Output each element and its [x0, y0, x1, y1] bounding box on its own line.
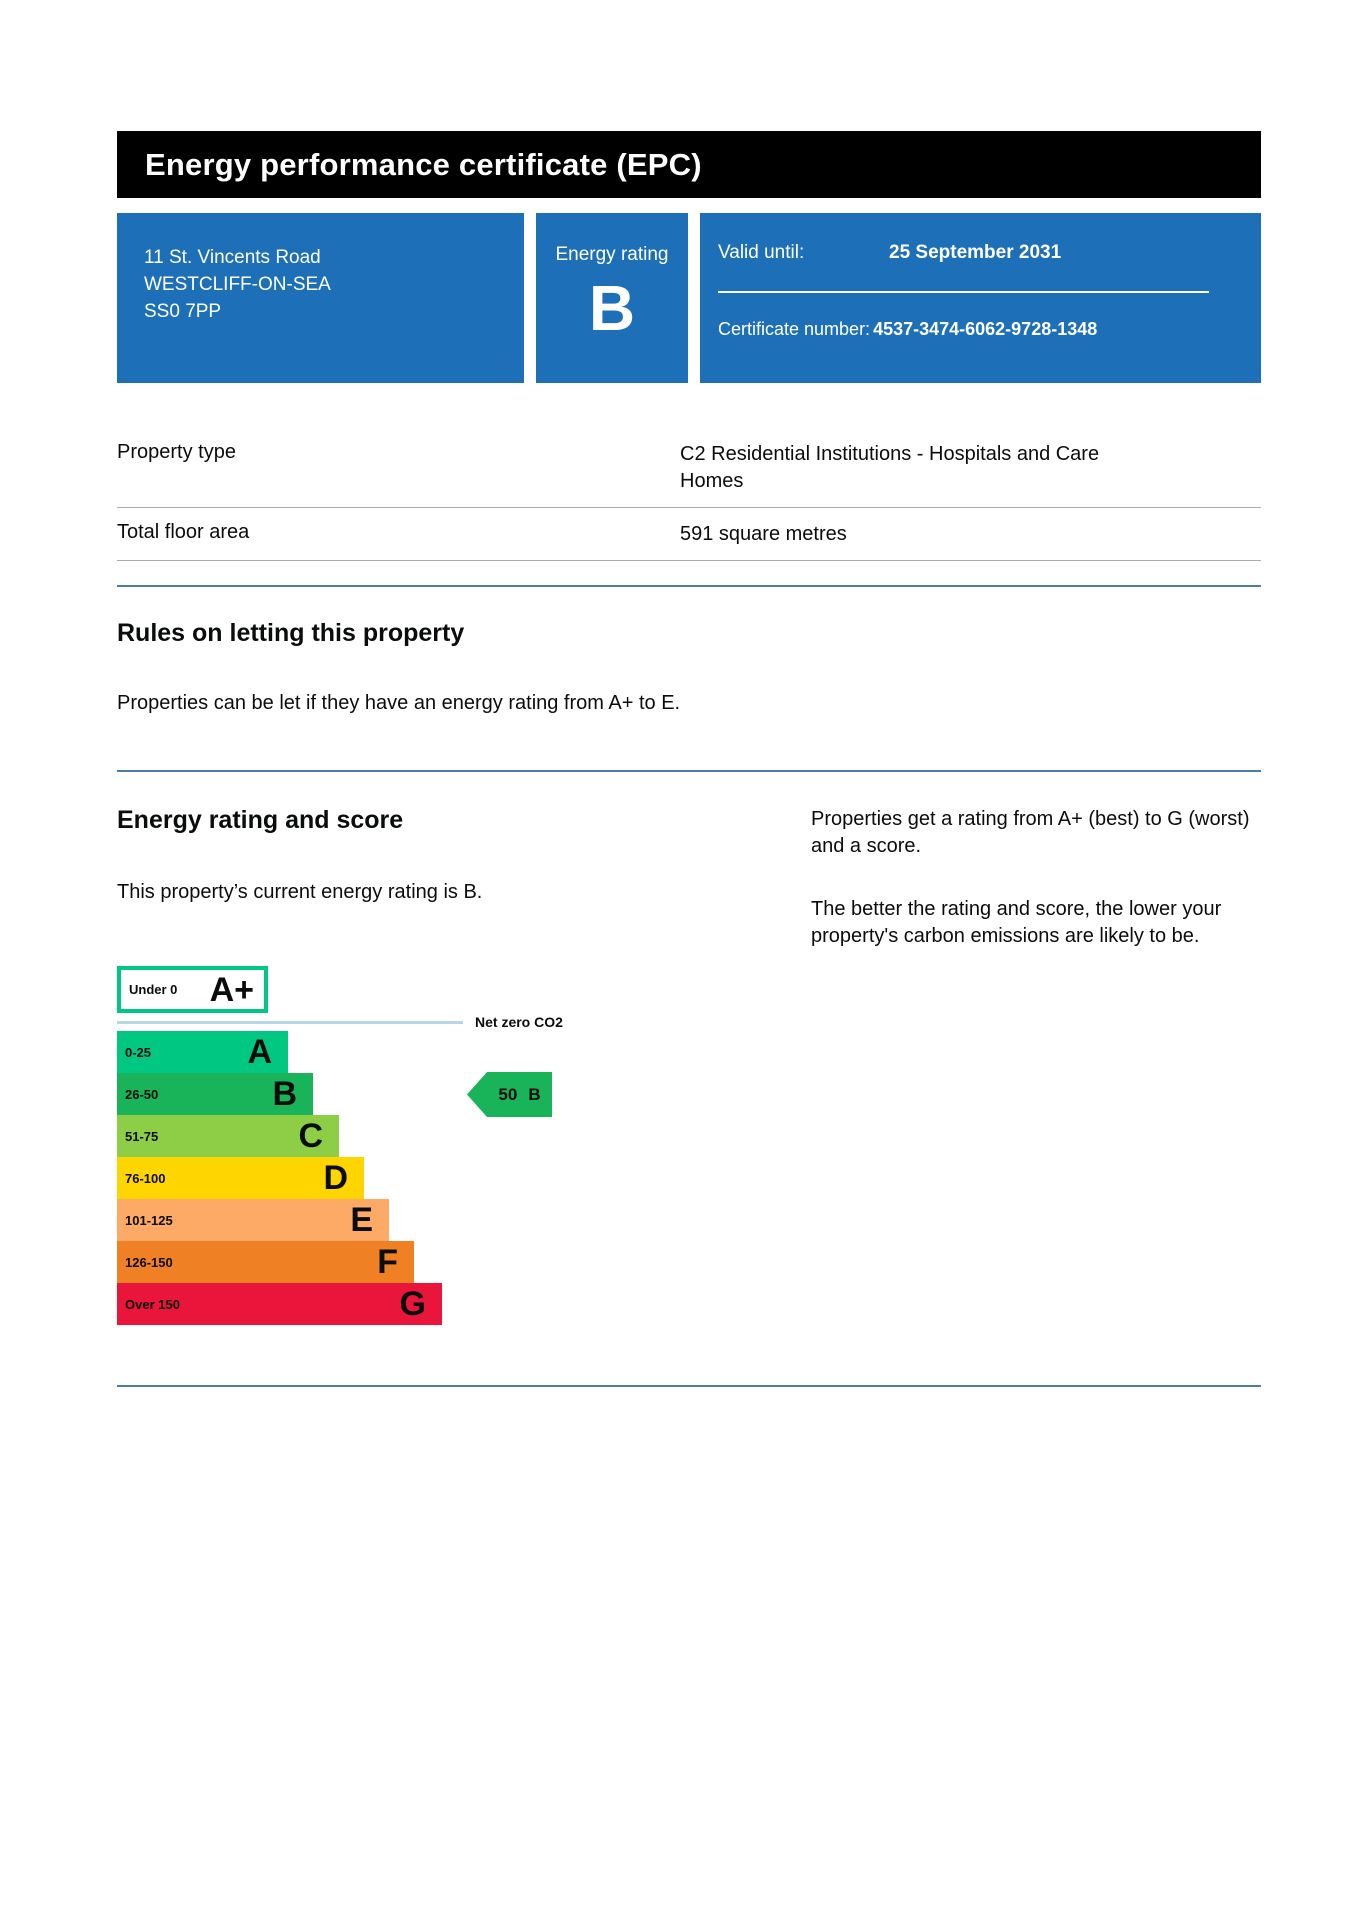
property-address-box — [117, 213, 524, 383]
epc-rating-chart — [117, 966, 572, 1325]
rating-band-f — [117, 1241, 414, 1283]
page-header — [117, 131, 1261, 198]
address-line-1: 11 St. Vincents Road — [144, 247, 321, 268]
band-range-label: Over 150 — [125, 1296, 180, 1312]
energy-rating-section — [117, 806, 1261, 1325]
section-divider — [117, 1385, 1261, 1387]
band-letter: C — [298, 1117, 323, 1155]
address-line-2: WESTCLIFF-ON-SEA — [144, 274, 331, 295]
energy-rating-box — [536, 213, 688, 383]
band-letter: B — [272, 1075, 297, 1113]
net-zero-marker — [117, 1013, 572, 1031]
address-line-3: SS0 7PP — [144, 301, 222, 322]
current-score-value: 50 — [498, 1084, 518, 1104]
rating-band-a-plus — [117, 966, 268, 1013]
table-row — [117, 508, 1261, 561]
band-range-label: 0-25 — [125, 1044, 152, 1060]
floor-area-value: 591 square metres — [680, 523, 847, 545]
valid-until-label: Valid until: — [718, 242, 805, 263]
current-rating-letter: B — [528, 1084, 541, 1104]
certificate-number-value: 4537-3474-6062-9728-1348 — [873, 319, 1098, 339]
rating-band-a — [117, 1031, 288, 1073]
energy-rating-value: B — [588, 272, 636, 344]
rating-band-d — [117, 1157, 364, 1199]
band-letter: A — [247, 1033, 272, 1071]
rating-section-heading: Energy rating and score — [117, 806, 404, 834]
band-range-label: 51-75 — [125, 1128, 159, 1144]
section-divider — [117, 585, 1261, 587]
current-rating-arrow — [467, 1072, 552, 1117]
rating-band-g — [117, 1283, 442, 1325]
current-rating-text: This property’s current energy rating is B. — [117, 881, 483, 903]
band-range-label: Under 0 — [129, 982, 178, 997]
valid-until-value: 25 September 2031 — [889, 242, 1062, 263]
page-title: Energy performance certificate (EPC) — [145, 146, 702, 182]
rating-band-e — [117, 1199, 389, 1241]
energy-rating-label: Energy rating — [555, 244, 669, 265]
property-type-label: Property type — [117, 441, 236, 463]
current-score-badge — [487, 1072, 552, 1117]
band-letter: D — [323, 1159, 348, 1197]
rating-band-b — [117, 1073, 313, 1115]
band-letter: A+ — [209, 970, 254, 1009]
band-range-label: 26-50 — [125, 1086, 159, 1102]
property-type-value: C2 Residential Institutions - Hospitals and Care Homes — [680, 443, 1100, 492]
rules-section-heading: Rules on letting this property — [117, 619, 465, 647]
property-summary-table — [117, 428, 1261, 561]
rating-explainer-2: The better the rating and score, the lower your property's carbon emissions are likely to be. — [811, 898, 1222, 947]
rating-explainer-column — [811, 806, 1261, 1325]
rules-section-body: Properties can be let if they have an energy rating from A+ to E. — [117, 692, 681, 714]
certificate-number-label: Certificate number: — [718, 319, 871, 339]
table-row — [117, 428, 1261, 508]
section-divider — [117, 770, 1261, 772]
band-range-label: 126-150 — [125, 1254, 173, 1270]
validity-divider — [718, 291, 1209, 293]
band-letter: G — [399, 1285, 426, 1323]
certificate-summary-panel — [117, 213, 1261, 383]
band-range-label: 76-100 — [125, 1170, 166, 1186]
net-zero-line — [117, 1021, 463, 1024]
floor-area-label: Total floor area — [117, 521, 250, 543]
net-zero-label: Net zero CO2 — [475, 1014, 563, 1030]
band-letter: F — [377, 1243, 398, 1281]
band-letter: E — [350, 1201, 373, 1239]
validity-box — [700, 213, 1261, 383]
rating-explainer-1: Properties get a rating from A+ (best) to G (worst) and a score. — [811, 808, 1250, 857]
rating-band-c — [117, 1115, 339, 1157]
band-range-label: 101-125 — [125, 1212, 173, 1228]
